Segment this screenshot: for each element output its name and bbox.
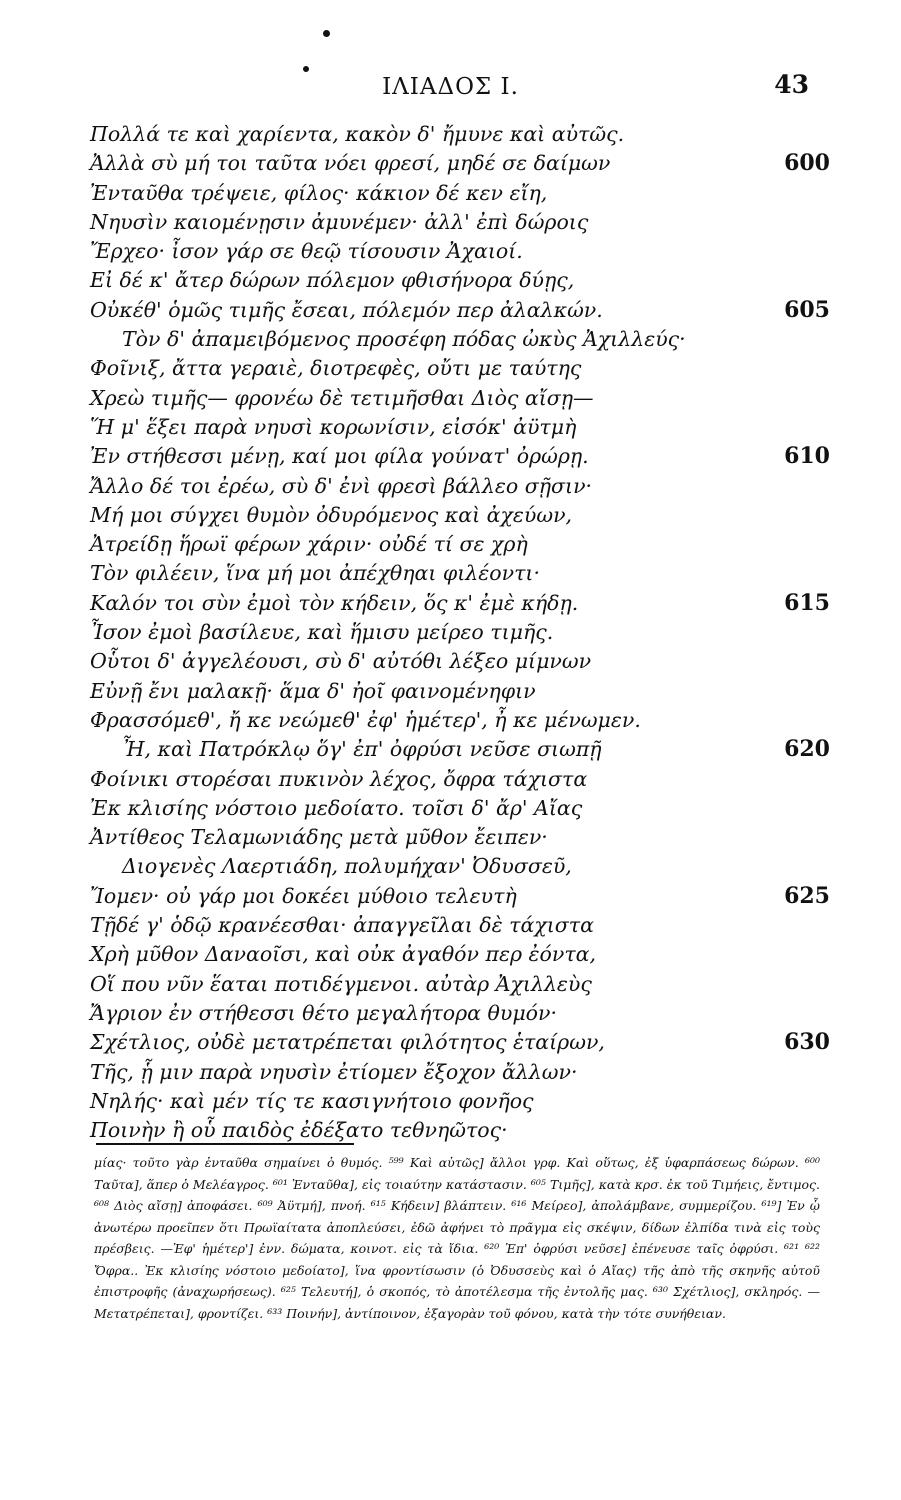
verse-text: Ἥ μ' ἕξει παρὰ νηυσὶ κορωνίσιν, εἰσόκ' ἀϋτμὴ [90, 414, 577, 439]
verse-text: Οὗτοι δ' ἀγγελέουσι, σὺ δ' αὐτόθι λέξεο μίμνων [90, 649, 592, 674]
verse-text: Οἵ που νῦν ἕαται ποτιδέγμενοι. αὐτὰρ Ἀχιλλεὺς [90, 971, 592, 996]
verse-line [90, 237, 830, 266]
verse-line [90, 325, 830, 354]
verse-line [90, 706, 830, 735]
verse-line [90, 149, 830, 178]
verse-text: Πολλά τε καὶ χαρίεντα, κακὸν δ' ἤμυνε καὶ αὐτῶς. [90, 122, 625, 146]
verse-number: 600 [784, 150, 830, 177]
verse-line [90, 852, 830, 881]
print-mark-dot [303, 66, 309, 72]
verse-text: Φοῖνιξ, ἄττα γεραιὲ, διοτρεφὲς, οὔτι με ταύτης [90, 356, 582, 381]
verse-text: Ἐνταῦθα τρέψειε, φίλος· κάκιον δέ κεν εἴη, [90, 180, 548, 205]
verse-number: 630 [784, 1029, 830, 1056]
verse-line [90, 999, 830, 1028]
verse-line [90, 384, 830, 413]
verse-line [90, 765, 830, 794]
verse-text: Χρὴ μῦθον Δαναοῖσι, καὶ οὐκ ἀγαθόν περ ἐόντα, [90, 942, 597, 967]
verse-line [90, 677, 830, 706]
footnotes: μίας· τοῦτο γὰρ ἐνταῦθα σημαίνει ὁ θυμός. ⁵⁹⁹ Καὶ αὐτῶς] ἄλλοι γρφ. Καὶ οὕτως, ἐξ ὑφαρπάσεως δώρων. ⁶⁰⁰ Ταῦτα], ἅπερ ὁ Μελέαγρος. ⁶⁰¹ Ἐνταῦθα], εἰς τοιαύτην κατάστασιν. ⁶⁰⁵ Τιμῆς], κατὰ κρσ. ἐκ τοῦ Τιμήεις, ἔντιμος. ⁶⁰⁸ Διὸς αἴσῃ] ἀποφάσει. ⁶⁰⁹ Ἀϋτμή], πνοή. ⁶¹⁵ Κήδειν] βλάπτειν. ⁶¹⁶ Μείρεο], ἀπολάμβανε, συμμερίζου. ⁶¹⁹] Ἐν ᾧ ἀνωτέρω προεῖπεν ὅτι Πρωϊαίτατα ἀποπλεύσει, ἐδῶ ἀφήνει τὸ πρᾶγμα εἰς σκέψιν, δίδων ἐλπίδα τινὰ εἰς τοὺς πρέσβεις. —Ἐφ' ἡμέτερ'] ἐνν. δώματα, κοινοτ. εἰς τὰ ἴδια. ⁶²⁰ Ἐπ' ὀφρύσι νεῦσε] ἐπένευσε ταῖς ὀφρύσι. ⁶²¹ ⁶²² Ὄφρα.. Ἐκ κλισίης νόστοιο μεδοίατο], ἵνα φροντίσωσιν (ὁ Ὀδυσσεὺς καὶ ὁ Αἴας) τῆς ἀπὸ τῆς σκηνῆς αὐτοῦ ἐπιστροφῆς (ἀναχωρήσεως). ⁶²⁵ Τελευτή], ὁ σκοπός, τὸ ἀποτέλεσμα τῆς ἐντολῆς μας. ⁶³⁰ Σχέτλιος], σκληρός. — Μετατρέπεται], φροντίζει. ⁶³³ Ποινήν], ἀντίποινον, ἐξαγορὰν τοῦ φόνου, κατὰ τὴν τότε συνήθειαν. [94, 1155, 820, 1321]
verse-line [90, 735, 830, 764]
verse-line [90, 208, 830, 237]
verse-line [90, 940, 830, 969]
verse-line [90, 882, 830, 911]
verse-text: Ἴομεν· οὐ γάρ μοι δοκέει μύθοιο τελευτὴ [90, 883, 517, 908]
verse-text: Τῆς, ᾗ μιν παρὰ νηυσὶν ἐτίομεν ἔξοχον ἄλλων· [90, 1059, 578, 1084]
verse-number: 615 [784, 589, 830, 616]
verse-text: Φοίνικι στορέσαι πυκινὸν λέχος, ὄφρα τάχιστα [90, 766, 588, 791]
verse-text: Καλόν τοι σὺν ἐμοὶ τὸν κήδειν, ὅς κ' ἐμὲ κήδῃ. [90, 590, 579, 615]
verse-line [90, 1087, 830, 1116]
verse-line [90, 530, 830, 559]
verse-number: 620 [784, 736, 830, 763]
verse-line [90, 179, 830, 208]
footnote-rule [96, 1143, 354, 1145]
verse-line [90, 1028, 830, 1057]
verse-text: Διογενὲς Λαερτιάδη, πολυμήχαν' Ὀδυσσεῦ, [122, 854, 572, 879]
verse-line [90, 296, 830, 325]
verse-text: Φρασσόμεθ', ἤ κε νεώμεθ' ἐφ' ἡμέτερ', ἦ κε μένωμεν. [90, 707, 641, 732]
verse-line [90, 823, 830, 852]
print-mark-dot [323, 30, 330, 37]
verse-line [90, 120, 830, 149]
verse-line [90, 354, 830, 383]
verse-text: Εἰ δέ κ' ἄτερ δώρων πόλεμον φθισήνορα δύῃς, [90, 268, 575, 293]
verse-text: Τὸν φιλέειν, ἵνα μή μοι ἀπέχθηαι φιλέοντι· [90, 561, 540, 586]
page-number: 43 [774, 70, 809, 99]
verse-line [90, 501, 830, 530]
verse-text: Ἀντίθεος Τελαμωνιάδης μετὰ μῦθον ἔειπεν· [90, 825, 548, 850]
verse-text: Εὐνῇ ἔνι μαλακῇ· ἅμα δ' ἠοῖ φαινομένηφιν [90, 678, 536, 703]
verse-line [90, 589, 830, 618]
verse-text: Τῇδέ γ' ὁδῷ κρανέεσθαι· ἀπαγγεῖλαι δὲ τάχιστα [90, 913, 594, 938]
running-head-title: ΙΛΙΑΔΟΣ Ι. [382, 74, 519, 100]
verse-line [90, 559, 830, 588]
verse-text: Νηυσὶν καιομένῃσιν ἀμυνέμεν· ἀλλ' ἐπὶ δώροις [90, 209, 589, 234]
verse-text: Νηλής· καὶ μέν τίς τε κασιγνήτοιο φονῆος [90, 1088, 534, 1113]
verse-block [90, 120, 830, 1145]
verse-line [90, 442, 830, 471]
verse-line [90, 1058, 830, 1087]
verse-line [90, 970, 830, 999]
verse-text: Ἀλλὰ σὺ μή τοι ταῦτα νόει φρεσί, μηδέ σε δαίμων [90, 151, 611, 176]
verse-text: Χρεὼ τιμῆς— φρονέω δὲ τετιμῆσθαι Διὸς αἴσῃ— [90, 385, 594, 410]
verse-line [90, 472, 830, 501]
verse-number: 605 [784, 296, 830, 323]
verse-line [90, 794, 830, 823]
verse-line [90, 1116, 830, 1145]
verse-line [90, 911, 830, 940]
verse-text: Ἔρχεο· ἶσον γάρ σε θεῷ τίσουσιν Ἀχαιοί. [90, 239, 523, 264]
verse-text: Ἦ, καὶ Πατρόκλῳ ὅγ' ἐπ' ὀφρύσι νεῦσε σιωπῇ [122, 737, 602, 762]
verse-line [90, 618, 830, 647]
verse-text: Ἄγριον ἐν στήθεσσι θέτο μεγαλήτορα θυμόν· [90, 1000, 557, 1025]
verse-text: Ποινὴν ἢ οὗ παιδὸς ἐδέξατο τεθνηῶτος· [90, 1118, 508, 1143]
verse-text: Ἀτρείδῃ ἥρωϊ φέρων χάριν· οὐδέ τί σε χρὴ [90, 532, 528, 557]
verse-text: Ἄλλο δέ τοι ἐρέω, σὺ δ' ἐνὶ φρεσὶ βάλλεο σῇσιν· [90, 473, 593, 498]
verse-number: 625 [784, 882, 830, 909]
verse-line [90, 266, 830, 295]
verse-text: Ἐκ κλισίης νόστοιο μεδοίατο. τοῖσι δ' ἄρ' Αἴας [90, 795, 583, 820]
verse-line [90, 647, 830, 676]
verse-text: Τὸν δ' ἀπαμειβόμενος προσέφη πόδας ὠκὺς Ἀχιλλεύς· [122, 327, 686, 352]
verse-text: Ἐν στήθεσσι μένῃ, καί μοι φίλα γούνατ' ὀρώρῃ. [90, 444, 589, 469]
verse-text: Ἶσον ἐμοὶ βασίλευε, καὶ ἥμισυ μείρεο τιμῆς. [90, 620, 554, 645]
verse-number: 610 [784, 443, 830, 470]
verse-line [90, 413, 830, 442]
verse-text: Μή μοι σύγχει θυμὸν ὀδυρόμενος καὶ ἀχεύων, [90, 502, 573, 527]
verse-text: Σχέτλιος, οὐδὲ μετατρέπεται φιλότητος ἑταίρων, [90, 1030, 605, 1055]
verse-text: Οὐκέθ' ὁμῶς τιμῆς ἔσεαι, πόλεμόν περ ἀλαλκών. [90, 297, 603, 322]
